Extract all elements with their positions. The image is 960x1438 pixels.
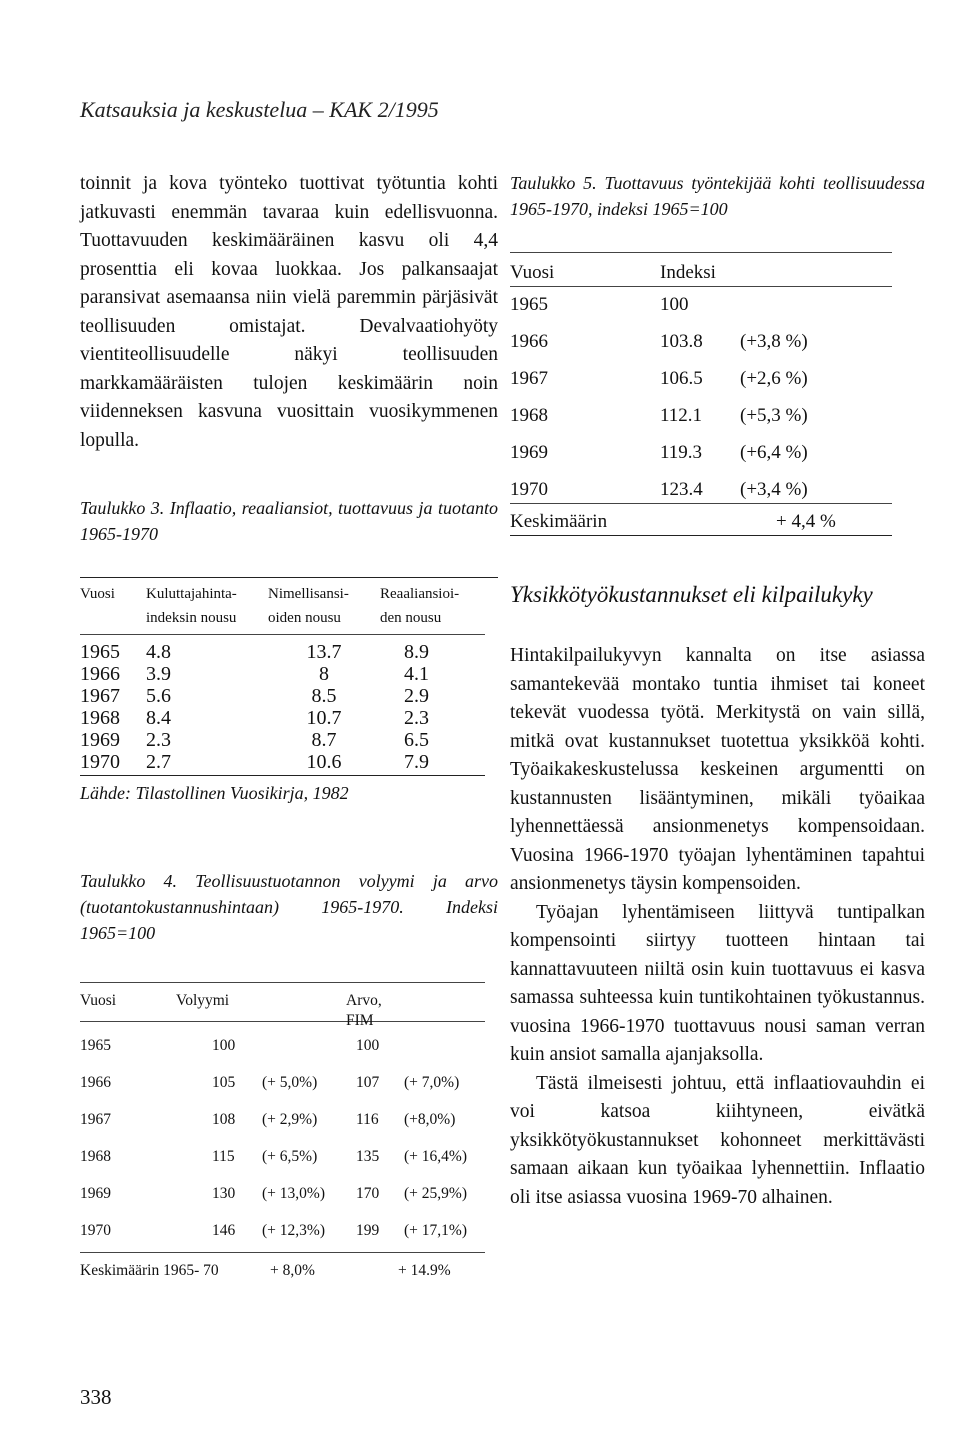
table4-footer-row [80, 1261, 485, 1298]
cell-value: (+3,8 %) [740, 331, 808, 352]
table-row [80, 707, 485, 729]
cell-value: 8.4 [146, 707, 171, 729]
table-row [510, 404, 892, 441]
cell-value: 199 [356, 1222, 380, 1239]
cell-year: 1965 [80, 1037, 111, 1054]
cell-value: 4.1 [404, 663, 429, 685]
table-row [80, 641, 485, 663]
cell-year: 1966 [80, 663, 120, 685]
table3 [80, 584, 485, 632]
cell-value: (+ 7,0%) [404, 1074, 460, 1091]
cell-value: + 4,4 % [776, 511, 836, 532]
running-header: Katsauksia ja keskustelua – KAK 2/1995 [80, 97, 439, 122]
cell-value: 116 [356, 1111, 379, 1128]
table4-top-rule [80, 982, 485, 983]
cell-value: (+ 25,9%) [404, 1185, 467, 1202]
table4-footer-rule [80, 1252, 485, 1253]
cell-value: 103.8 [660, 331, 703, 352]
table3-top-rule [80, 577, 498, 578]
table4-body [80, 1036, 485, 1258]
cell-year: 1966 [510, 331, 548, 352]
body-paragraph: toinnit ja kova työnteko tuottivat työtuntia kohti jatkuvasti enemmän tavaraa kuin edellisvuonna. Tuottavuuden keskimääräinen kasvu oli 4,4 prosenttia eli kovaa luokkaa. Jos palkansaajat paransivat asemaansa niin vielä paremmin pärjäsivät teollisuuden omistajat. Devalvaatiohyöty vientiteollisuudelle näkyi teollisuuden markkamääräisten tulojen keskimäärin noin viidenneksen kasvuna vuosittain vuosikymmenen lopulla. [80, 173, 498, 451]
cell-value: (+ 5,0%) [262, 1074, 318, 1091]
table4 [80, 991, 485, 1031]
cell-year: 1968 [80, 707, 120, 729]
table3-header-cell: Nimellisansi- [268, 586, 349, 602]
cell-value: 146 [212, 1222, 236, 1239]
table3-header-row-1 [80, 584, 485, 608]
table-row [80, 1110, 485, 1147]
cell-year: 1970 [510, 479, 548, 500]
cell-value: 3.9 [146, 663, 171, 685]
table-row [80, 663, 485, 685]
cell-value: (+ 6,5%) [262, 1148, 318, 1165]
table4-footer [80, 1261, 485, 1298]
cell-value: 2.9 [404, 685, 429, 707]
cell-value: 8.9 [404, 641, 429, 663]
cell-year: 1967 [80, 685, 120, 707]
table4-header-cell: Vuosi [80, 992, 117, 1009]
table-row [510, 330, 892, 367]
cell-value: (+ 16,4%) [404, 1148, 467, 1165]
cell-value [740, 293, 892, 330]
cell-value: (+3,4 %) [740, 479, 808, 500]
table5-header-cell: Indeksi [660, 262, 716, 283]
section-title: Yksikkötyökustannukset eli kilpailukyky [510, 582, 873, 607]
table-row [510, 293, 892, 330]
right-column [510, 170, 925, 1212]
table-row [80, 751, 485, 773]
table3-header-cell: Vuosi [80, 586, 115, 602]
table4-header-cell: Arvo, FIM [346, 992, 382, 1029]
cell-value: 100 [212, 1037, 236, 1054]
cell-value: 170 [356, 1185, 380, 1202]
table3-header-row-2 [80, 608, 485, 632]
cell-year: 1969 [510, 442, 548, 463]
table3-header-rule [80, 634, 485, 635]
table-row [510, 441, 892, 478]
table3-header-cell: Kuluttajahinta- [146, 586, 237, 602]
table3-body [80, 641, 485, 773]
cell-value: 7.9 [404, 751, 429, 773]
cell-year: 1969 [80, 729, 120, 751]
table-row [80, 729, 485, 751]
cell-value: + 14.9% [398, 1262, 451, 1279]
cell-value: 107 [356, 1074, 380, 1091]
cell-value: 5.6 [146, 685, 171, 707]
cell-value: 130 [212, 1185, 236, 1202]
cell-value: (+8,0%) [404, 1111, 456, 1128]
cell-value: (+ 13,0%) [262, 1185, 325, 1202]
table3-header-cell: oiden nousu [268, 610, 341, 626]
table3-header-cell: indeksin nousu [146, 610, 237, 626]
table-row [80, 1036, 485, 1073]
cell-value [262, 1036, 356, 1073]
table-row [80, 1073, 485, 1110]
cell-value: 2.3 [404, 707, 429, 729]
table5-header-cell: Vuosi [510, 262, 555, 283]
cell-value [404, 1036, 485, 1073]
cell-value: 6.5 [404, 729, 429, 751]
cell-year: 1970 [80, 751, 120, 773]
cell-value: 100 [660, 294, 689, 315]
table-row [80, 685, 485, 707]
cell-value: 2.3 [146, 729, 171, 751]
table3-header-cell: Reaaliansioi- [380, 586, 460, 602]
table3-caption: Taulukko 3. Inflaatio, reaaliansiot, tuottavuus ja tuotanto 1965-1970 [80, 498, 498, 544]
table5-footer-rule [510, 503, 892, 504]
cell-value: 115 [212, 1148, 235, 1165]
cell-value: (+2,6 %) [740, 368, 808, 389]
table3-header-cell: den nousu [380, 610, 442, 626]
table4-caption: Taulukko 4. Teollisuustuotannon volyymi ja arvo (tuotantokustannushintaan) 1965-1970. Indeksi 1965=100 [80, 871, 498, 943]
cell-year: 1969 [80, 1185, 111, 1202]
cell-value: 105 [212, 1074, 236, 1091]
table-row [80, 1184, 485, 1221]
cell-year: 1965 [80, 641, 120, 663]
table3-bottom-rule [80, 775, 485, 776]
cell-value: 112.1 [660, 405, 703, 426]
table3-header-cell [80, 608, 146, 632]
cell-year: 1965 [510, 294, 548, 315]
cell-year: 1966 [80, 1074, 111, 1091]
cell-label: Keskimäärin [510, 511, 608, 532]
body-paragraph: Tästä ilmeisesti johtuu, että inflaatiovauhdin ei voi katsoa kiihtyneen, eivätkä yksikkötyökustannukset kohonneet merkittävästi samaan aikaan kun työaikaa lyhennettiin. Inflaatio oli itse asiassa vuosina 1969-70 alhainen. [510, 1072, 925, 1208]
cell-value: 100 [356, 1037, 380, 1054]
table4-header-cell: Volyymi [176, 992, 230, 1009]
cell-year: 1968 [80, 1148, 111, 1165]
cell-value: (+6,4 %) [740, 442, 808, 463]
page-number: 338 [80, 1385, 112, 1409]
cell-year: 1970 [80, 1222, 111, 1239]
cell-value: 8 [319, 663, 329, 685]
table5-header-rule [510, 286, 892, 287]
cell-value: 10.6 [306, 751, 342, 773]
cell-value: 135 [356, 1148, 380, 1165]
cell-value: 8.7 [311, 729, 337, 751]
cell-value: 4.8 [146, 641, 171, 663]
cell-value: 123.4 [660, 479, 703, 500]
cell-value: 2.7 [146, 751, 171, 773]
cell-value: 108 [212, 1111, 236, 1128]
cell-value: + 8,0% [270, 1262, 315, 1279]
cell-value: 8.5 [311, 685, 337, 707]
body-paragraph: Hintakilpailukyvyn kannalta on itse asiassa samantekevää montako tuntia ihmiset tai koneet tekevät vuodessa työtä. Merkitystä on vain sillä, mitkä ovat kustannukset tuotettua yksikköä kohti. Työaikakeskustelussa keskeinen argumentti on kustannusten lisääntyminen, mikäli työaikaa lyhennettäessä ansionmenetys kompensoidaan. Vuosina 1966-1970 työajan lyhentäminen tapahtui ansionmenetys täysin kompensoiden. [510, 645, 925, 894]
table-row [80, 1147, 485, 1184]
cell-label: Keskimäärin 1965- 70 [80, 1262, 219, 1279]
cell-value: 106.5 [660, 368, 703, 389]
body-paragraph: Työajan lyhentämiseen liittyvä tuntipalkan kompensointi siirtyy tuotteen hintaan tai kannattavuuteen niiltä osin kuin tuottavuus ei kasva samassa suhteessa kuin tuntikohtainen työkustannus. vuosina 1966-1970 tuottavuus nousi saman verran kuin ansiot samalla ajanjaksolla. [510, 901, 925, 1065]
cell-year: 1967 [80, 1111, 111, 1128]
table5-top-rule [510, 252, 892, 253]
table-row [510, 367, 892, 404]
cell-value: (+ 17,1%) [404, 1222, 467, 1239]
cell-value: 119.3 [660, 442, 703, 463]
cell-value: 10.7 [306, 707, 342, 729]
cell-year: 1967 [510, 368, 548, 389]
table4-header-rule [80, 1021, 485, 1022]
cell-value: (+5,3 %) [740, 405, 808, 426]
table4-header-row [80, 991, 485, 1031]
cell-value: 13.7 [306, 641, 342, 663]
left-column [80, 170, 498, 1298]
cell-value: (+ 12,3%) [262, 1222, 325, 1239]
table5-body [510, 293, 892, 515]
cell-year: 1968 [510, 405, 548, 426]
table5-caption: Taulukko 5. Tuottavuus työntekijää kohti teollisuudessa 1965-1970, indeksi 1965=100 [510, 173, 925, 219]
cell-value: (+ 2,9%) [262, 1111, 318, 1128]
table3-source: Lähde: Tilastollinen Vuosikirja, 1982 [80, 783, 349, 803]
